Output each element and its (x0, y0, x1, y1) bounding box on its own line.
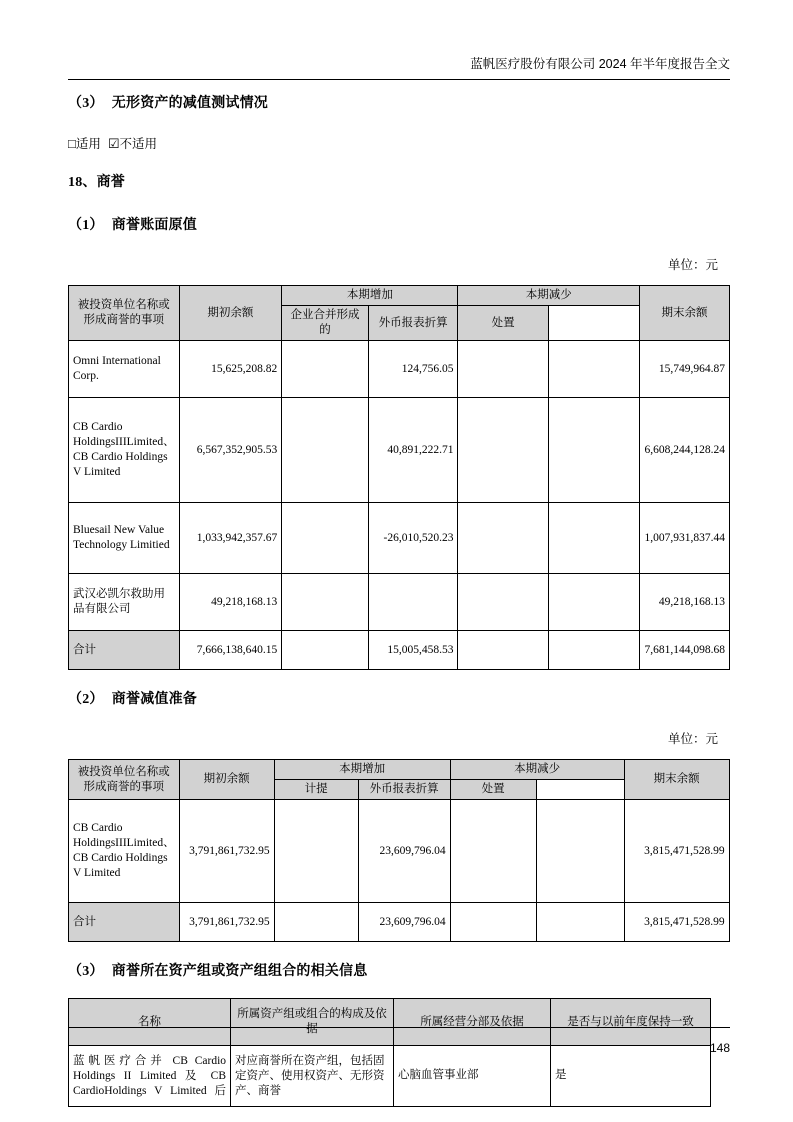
heading-goodwill-asset-group (68, 960, 730, 982)
cell-increase-fx: 23,609,796.04 (358, 800, 450, 903)
cell-total-opening: 7,666,138,640.15 (179, 631, 282, 670)
table-total-row (69, 903, 730, 942)
header-increase-group: 本期增加 (282, 286, 458, 306)
heading-number: （3） (68, 964, 104, 979)
cell-segment: 心脑血管事业部 (394, 1046, 551, 1107)
page-number: 148 (709, 1041, 730, 1055)
cell-decrease-blank (548, 341, 639, 398)
cell-total-decrease-blank (536, 903, 624, 942)
cell-decrease-disposal (458, 503, 548, 574)
cell-decrease-blank (536, 800, 624, 903)
cell-increase-provision (274, 800, 358, 903)
cell-increase-combination (282, 503, 368, 574)
cell-increase-fx: -26,010,520.23 (368, 503, 458, 574)
heading-goodwill-cost (68, 214, 730, 236)
cell-name-zh-1: 蓝帆医疗合并 (73, 1054, 166, 1067)
heading-text: 无形资产的减值测试情况 (111, 94, 268, 110)
cell-opening: 1,033,942,357.67 (179, 503, 282, 574)
unit-label-goodwill-cost: 单位：元 (667, 258, 718, 272)
cell-increase-fx: 40,891,222.71 (368, 398, 458, 503)
applicable-label: 适用 (75, 137, 101, 151)
header-opening-balance: 期初余额 (179, 286, 282, 341)
table-row (69, 800, 730, 903)
cell-closing: 1,007,931,837.44 (639, 503, 729, 574)
table-row (69, 341, 730, 398)
cell-name-zh-2: 及 (184, 1069, 203, 1082)
heading-number: 18、 (68, 175, 97, 190)
cell-increase-combination (282, 398, 368, 503)
header-decrease-disposal: 处置 (450, 780, 536, 800)
cell-increase-fx (368, 574, 458, 631)
running-header: 蓝帆医疗股份有限公司 2024 年半年度报告全文 (470, 57, 730, 71)
header-name: 名称 (69, 999, 231, 1046)
unit-label-goodwill-impairment: 单位：元 (667, 732, 718, 746)
cell-total-opening: 3,791,861,732.95 (179, 903, 274, 942)
cell-opening: 6,567,352,905.53 (179, 398, 282, 503)
header-decrease-group: 本期减少 (458, 286, 640, 306)
cell-entity: Bluesail New Value Technology Limitied (69, 503, 180, 574)
footer-divider (68, 1027, 730, 1028)
cell-total-decrease-blank (548, 631, 639, 670)
cell-entity: CB Cardio HoldingsIIILimited、CB Cardio Holdings V Limited (69, 800, 180, 903)
heading-text: 商誉账面原值 (111, 216, 197, 232)
heading-number: （2） (68, 692, 104, 707)
cell-total-decrease-disposal (458, 631, 548, 670)
applicability-line (68, 135, 730, 153)
cell-total-increase-fx: 23,609,796.04 (358, 903, 450, 942)
cell-increase-fx: 124,756.05 (368, 341, 458, 398)
cell-name-en-1: CB Cardio Holdings II Limited (73, 1054, 227, 1082)
cell-entity: CB Cardio HoldingsIIILimited、CB Cardio Holdings V Limited (69, 398, 180, 503)
header-closing-balance: 期末余额 (624, 760, 729, 800)
cell-opening: 49,218,168.13 (179, 574, 282, 631)
heading-text: 商誉 (96, 173, 126, 189)
header-divider (68, 79, 730, 80)
not-applicable-label: 不适用 (119, 137, 158, 151)
header-increase-group: 本期增加 (274, 760, 450, 780)
cell-decrease-disposal (458, 398, 548, 503)
table-goodwill-cost (68, 285, 730, 670)
table-row (69, 574, 730, 631)
header-increase-fx: 外币报表折算 (358, 780, 450, 800)
heading-intangible-impairment-test (68, 92, 730, 114)
cell-decrease-blank (548, 503, 639, 574)
cell-closing: 3,815,471,528.99 (624, 800, 729, 903)
heading-text: 商誉减值准备 (111, 690, 197, 706)
cell-name-en-2: CB CardioHoldings V Limited (73, 1069, 227, 1097)
heading-number: （1） (68, 218, 104, 233)
checkbox-not-applicable-icon[interactable]: ☑ (107, 136, 120, 151)
cell-increase-combination (282, 341, 368, 398)
cell-increase-combination (282, 574, 368, 631)
table-header-row-top (69, 760, 730, 780)
cell-total-closing: 3,815,471,528.99 (624, 903, 729, 942)
heading-text: 商誉所在资产组或资产组组合的相关信息 (111, 962, 368, 978)
cell-consistent: 是 (551, 1046, 711, 1107)
table-row (69, 503, 730, 574)
cell-closing: 49,218,168.13 (639, 574, 729, 631)
cell-decrease-disposal (450, 800, 536, 903)
cell-entity: 武汉必凯尔救助用品有限公司 (69, 574, 180, 631)
header-increase-fx: 外币报表折算 (368, 306, 458, 341)
header-increase-provision: 计提 (274, 780, 358, 800)
cell-total-decrease-disposal (450, 903, 536, 942)
cell-total-label: 合计 (69, 903, 180, 942)
header-segment: 所属经营分部及依据 (394, 999, 551, 1046)
cell-name-zh-3: 后 (214, 1084, 226, 1097)
table-row (69, 398, 730, 503)
table-header-row (69, 999, 711, 1046)
cell-total-increase-combination (282, 631, 368, 670)
table-total-row (69, 631, 730, 670)
cell-total-closing: 7,681,144,098.68 (639, 631, 729, 670)
header-increase-business-combination: 企业合并形成的 (282, 306, 368, 341)
header-decrease-blank (536, 780, 624, 800)
header-closing-balance: 期末余额 (639, 286, 729, 341)
cell-opening: 15,625,208.82 (179, 341, 282, 398)
checkbox-applicable-icon[interactable]: □ (68, 136, 76, 151)
cell-decrease-blank (548, 398, 639, 503)
cell-entity: Omni International Corp. (69, 341, 180, 398)
header-decrease-group: 本期减少 (450, 760, 624, 780)
cell-decrease-disposal (458, 574, 548, 631)
cell-total-increase-fx: 15,005,458.53 (368, 631, 458, 670)
table-goodwill-impairment (68, 759, 730, 942)
heading-number: （3） (68, 96, 104, 111)
table-header-row-top (69, 286, 730, 306)
header-entity: 被投资单位名称或形成商誉的事项 (69, 760, 180, 800)
header-composition: 所属资产组或组合的构成及依据 (231, 999, 394, 1046)
page-content (68, 92, 730, 1107)
header-decrease-blank (548, 306, 639, 341)
header-entity: 被投资单位名称或形成商誉的事项 (69, 286, 180, 341)
cell-total-label: 合计 (69, 631, 180, 670)
header-opening-balance: 期初余额 (179, 760, 274, 800)
header-decrease-disposal: 处置 (458, 306, 548, 341)
heading-goodwill (68, 171, 730, 193)
cell-decrease-blank (548, 574, 639, 631)
heading-goodwill-impairment (68, 688, 730, 710)
header-consistent: 是否与以前年度保持一致 (551, 999, 711, 1046)
cell-decrease-disposal (458, 341, 548, 398)
cell-closing: 15,749,964.87 (639, 341, 729, 398)
cell-composition: 对应商誉所在资产组，包括固定资产、使用权资产、无形资产、商誉 (231, 1046, 394, 1107)
cell-total-increase-provision (274, 903, 358, 942)
cell-closing: 6,608,244,128.24 (639, 398, 729, 503)
cell-opening: 3,791,861,732.95 (179, 800, 274, 903)
